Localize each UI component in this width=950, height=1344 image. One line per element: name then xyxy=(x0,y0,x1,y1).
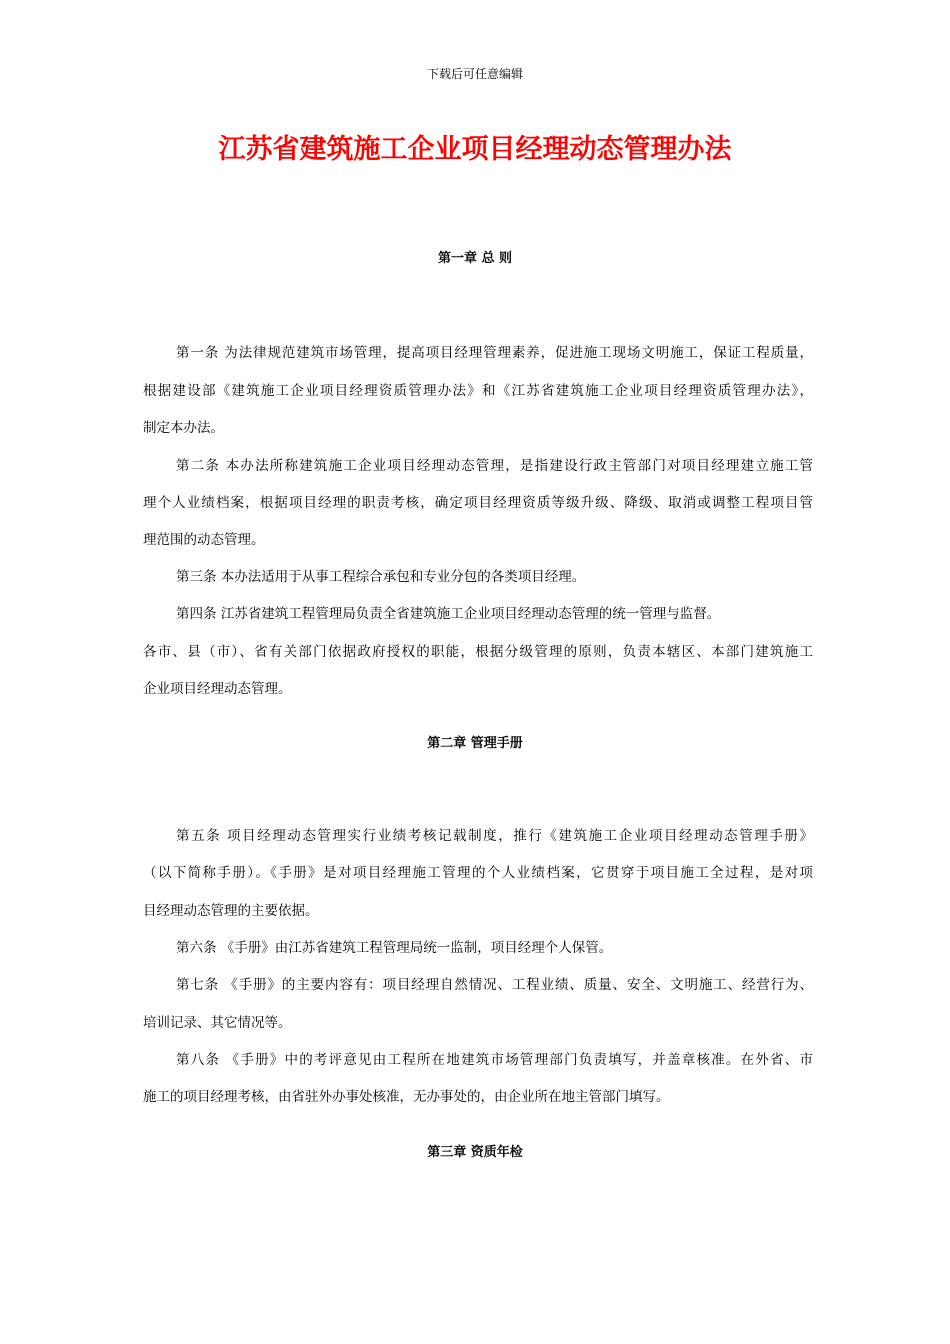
article-5-line-3: 目经理动态管理的主要依据。 xyxy=(143,903,319,919)
article-5-line-2: （以下简称手册）。《手册》是对项目经理施工管理的个人业绩档案，它贯穿于项目施工全过程，是对项 xyxy=(143,865,813,881)
article-7-line-1: 第七条 《手册》的主要内容有：项目经理自然情况、工程业绩、质量、安全、文明施工、经营行为、 xyxy=(176,977,813,993)
header-note: 下载后可任意编辑 xyxy=(426,67,523,81)
article-4-line-3: 企业项目经理动态管理。 xyxy=(143,681,292,697)
chapter-heading-2: 第二章 管理手册 xyxy=(427,736,523,751)
article-2-line-3: 理范围的动态管理。 xyxy=(143,532,265,548)
chapter-heading-1: 第一章 总 则 xyxy=(437,251,513,266)
article-5-line-1: 第五条 项目经理动态管理实行业绩考核记载制度，推行《建筑施工企业项目经理动态管理手册》 xyxy=(176,828,813,844)
article-2-line-2: 理个人业绩档案，根据项目经理的职责考核，确定项目经理资质等级升级、降级、取消或调整工程项目管 xyxy=(143,495,813,511)
article-4-line-2: 各市、县（市）、省有关部门依据政府授权的职能，根据分级管理的原则，负责本辖区、本部门建筑施工 xyxy=(143,644,813,660)
article-6-line-1: 第六条 《手册》由江苏省建筑工程管理局统一监制，项目经理个人保管。 xyxy=(176,940,613,956)
article-8-line-2: 施工的项目经理考核，由省驻外办事处核准，无办事处的，由企业所在地主管部门填写。 xyxy=(143,1089,670,1105)
article-8-line-1: 第八条 《手册》中的考评意见由工程所在地建筑市场管理部门负责填写，并盖章核准。在外省、市 xyxy=(176,1052,813,1068)
chapter-heading-3: 第三章 资质年检 xyxy=(427,1145,523,1160)
article-2-line-1: 第二条 本办法所称建筑施工企业项目经理动态管理，是指建设行政主管部门对项目经理建立施工管 xyxy=(176,458,813,474)
document-title: 江苏省建筑施工企业项目经理动态管理办法 xyxy=(218,134,732,165)
article-3-line-1: 第三条 本办法适用于从事工程综合承包和专业分包的各类项目经理。 xyxy=(176,569,586,585)
article-1-line-2: 根据建设部《建筑施工企业项目经理资质管理办法》和《江苏省建筑施工企业项目经理资质管理办法》， xyxy=(143,383,813,399)
article-1-line-1: 第一条 为法律规范建筑市场管理，提高项目经理管理素养，促进施工现场文明施工，保证工程质量， xyxy=(176,345,813,361)
article-1-line-3: 制定本办法。 xyxy=(143,420,224,436)
article-4-line-1: 第四条 江苏省建筑工程管理局负责全省建筑施工企业项目经理动态管理的统一管理与监督。 xyxy=(176,606,721,622)
article-7-line-2: 培训记录、其它情况等。 xyxy=(143,1015,292,1031)
